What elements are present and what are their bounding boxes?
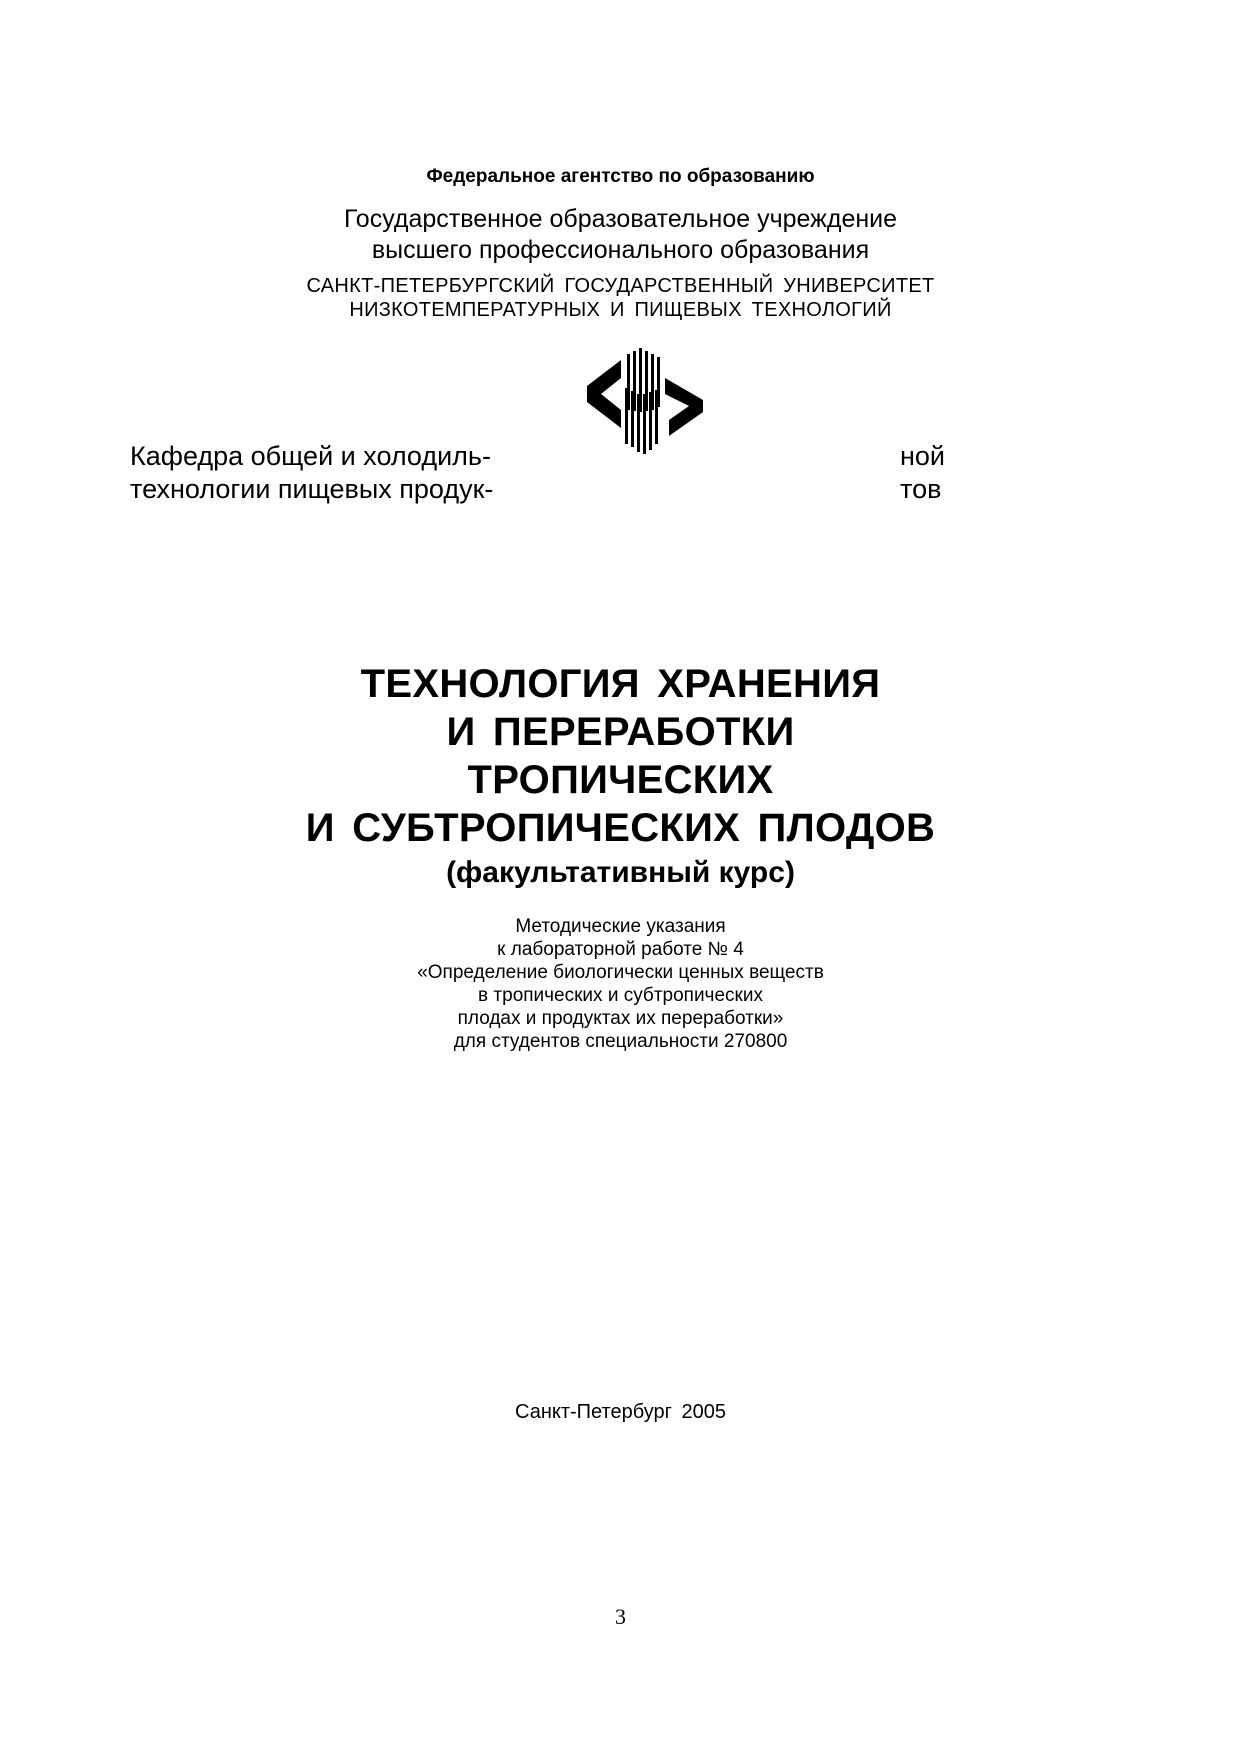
guidelines-line: Методические указания <box>515 916 726 937</box>
department-line: ной <box>900 441 946 471</box>
university-logo-icon <box>585 348 705 456</box>
department-line: технологии пищевых продук- <box>130 474 494 504</box>
university-line: САНКТ-ПЕТЕРБУРГСКИЙ ГОСУДАРСТВЕННЫЙ УНИВЕРСИТЕТ <box>306 275 935 297</box>
department-name-left <box>130 440 493 506</box>
guidelines-block <box>0 915 1241 1053</box>
guidelines-line: в тропических и субтропических <box>478 985 763 1006</box>
document-title <box>0 660 1241 852</box>
institution-name <box>0 204 1241 266</box>
city-year: Санкт-Петербург 2005 <box>515 1401 726 1423</box>
guidelines-line: плодах и продуктах их переработки» <box>457 1008 784 1029</box>
guidelines-line: «Определение биологически ценных веществ <box>417 962 824 983</box>
department-name-right <box>900 440 946 506</box>
department-line: Кафедра общей и холодиль- <box>130 441 491 471</box>
guidelines-line: для студентов специальности 270800 <box>453 1031 788 1052</box>
title-line: И ПЕРЕРАБОТКИ <box>446 710 795 754</box>
institution-line: высшего профессионального образования <box>371 236 870 264</box>
title-line: ТЕХНОЛОГИЯ ХРАНЕНИЯ <box>360 662 881 706</box>
page-number: 3 <box>615 1604 626 1629</box>
title-line: И СУБТРОПИЧЕСКИХ ПЛОДОВ <box>305 806 936 850</box>
agency-name: Федеральное агентство по образованию <box>426 166 815 187</box>
guidelines-line: к лабораторной работе № 4 <box>497 939 744 960</box>
institution-line: Государственное образовательное учреждение <box>343 205 898 233</box>
department-line: тов <box>900 474 942 504</box>
university-name <box>0 274 1241 322</box>
title-line: ТРОПИЧЕСКИХ <box>467 758 774 802</box>
course-subtitle: (факультативный курс) <box>446 856 795 889</box>
university-line: НИЗКОТЕМПЕРАТУРНЫХ И ПИЩЕВЫХ ТЕХНОЛОГИЙ <box>349 299 892 321</box>
